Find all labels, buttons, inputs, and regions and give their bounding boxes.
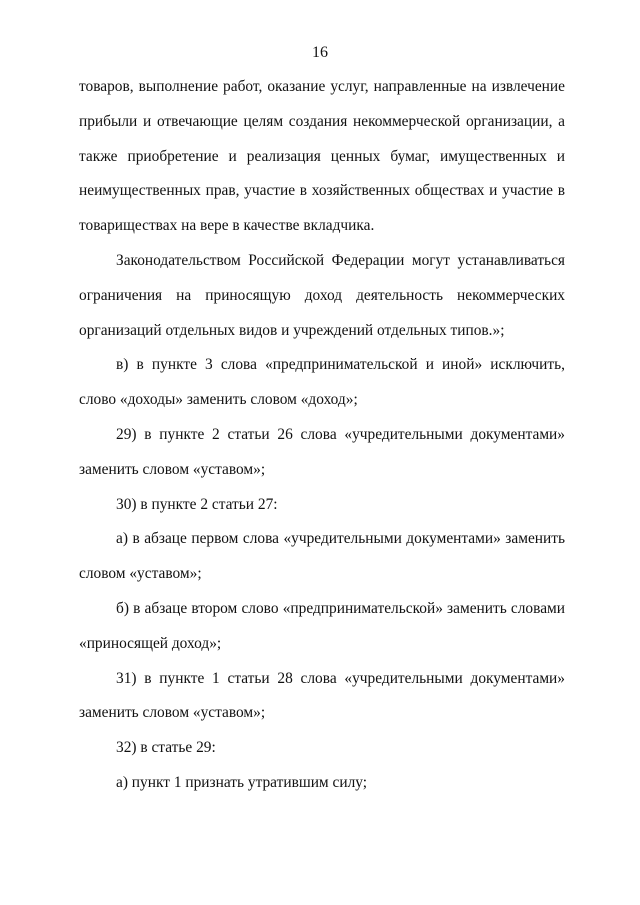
paragraph: 29) в пункте 2 статьи 26 слова «учредительными документами» заменить словом «уставом»; [79, 425, 565, 478]
paragraph: в) в пункте 3 слова «предпринимательской и иной» исключить, слово «доходы» заменить словом «доход»; [79, 356, 565, 409]
paragraph: а) в абзаце первом слова «учредительными документами» заменить словом «уставом»; [79, 530, 565, 583]
paragraph: а) пункт 1 признать утратившим силу; [116, 773, 368, 791]
page-number: 16 [312, 44, 328, 61]
paragraph: б) в абзаце втором слово «предпринимательской» заменить словами «приносящей доход»; [79, 599, 565, 652]
paragraph: 31) в пункте 1 статьи 28 слова «учредительными документами» заменить словом «уставом»; [79, 669, 565, 722]
paragraph: 30) в пункте 2 статьи 27: [116, 495, 278, 513]
paragraph: товаров, выполнение работ, оказание услуг, направленные на извлечение прибыли и отвечающие целям создания некоммерческой организации, а также приобретение и реализация ценных бумаг, имущественных и неимущественных прав, участие в хозяйственных обществах и участие в товариществах на вере в качестве вкладчика. [79, 78, 565, 235]
document-body [79, 70, 565, 801]
paragraph: 32) в статье 29: [116, 739, 216, 757]
paragraph: Законодательством Российской Федерации могут устанавливаться ограничения на приносящую доход деятельность некоммерческих организаций отдельных видов и учреждений отдельных типов.»; [79, 251, 565, 339]
